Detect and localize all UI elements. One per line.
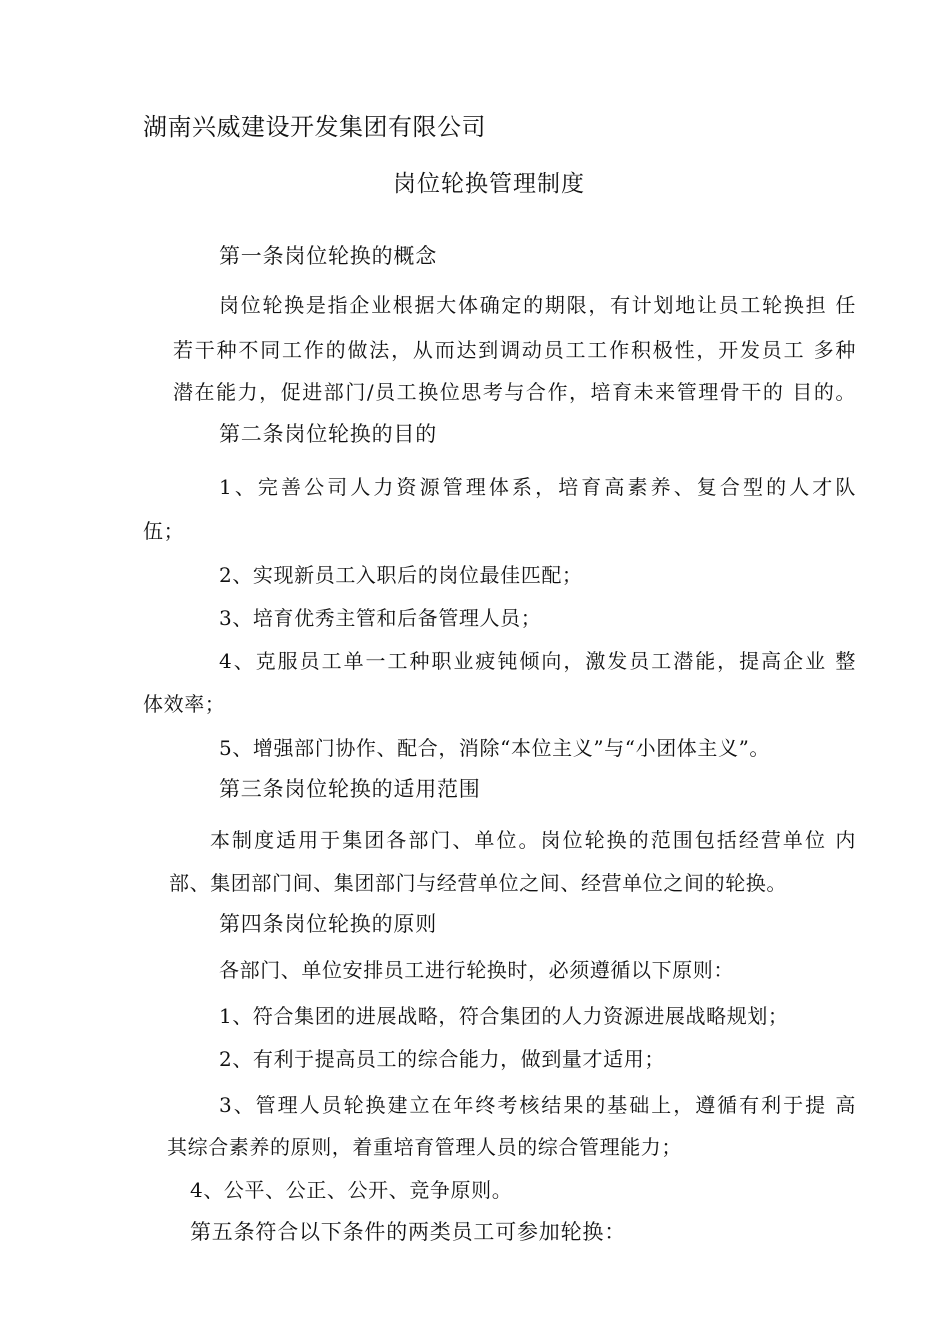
article-2-line-5: 4、克服员工单一工种职业疲钝倾向，激发员工潜能，提高企业 整 [219,649,856,673]
article-4-line-2: 1、符合集团的进展战略，符合集团的人力资源进展战略规划； [219,1004,789,1028]
article-2-line-6: 体效率； [143,692,226,716]
company-name: 湖南兴威建设开发集团有限公司 [143,113,486,141]
document-title: 岗位轮换管理制度 [393,171,585,197]
article-2-line-1: 1、完善公司人力资源管理体系，培育高素养、复合型的人才队 [219,475,856,499]
article-5-heading: 第五条符合以下条件的两类员工可参加轮换： [190,1220,626,1244]
article-1-line-3: 潜在能力，促进部门/员工换位思考与合作，培育未来管理骨干的 目的。 [173,380,856,404]
article-4-line-1: 各部门、单位安排员工进行轮换时，必须遵循以下原则： [219,958,734,982]
article-2-heading: 第二条岗位轮换的目的 [219,422,437,446]
article-3-line-2: 部、集团部门间、集团部门与经营单位之间、经营单位之间的轮换。 [169,871,787,895]
article-2-line-3: 2、实现新员工入职后的岗位最佳匹配； [219,563,583,587]
article-4-line-5: 其综合素养的原则，着重培育管理人员的综合管理能力； [167,1135,682,1159]
article-4-heading: 第四条岗位轮换的原则 [219,912,437,936]
article-1-heading: 第一条岗位轮换的概念 [219,244,437,268]
article-4-line-6: 4、公平、公正、公开、竞争原则。 [190,1178,513,1202]
article-2-line-2: 伍； [143,519,185,543]
article-3-line-1: 本制度适用于集团各部门、单位。岗位轮换的范围包括经营单位 内 [210,828,856,852]
article-4-line-4: 3、管理人员轮换建立在年终考核结果的基础上，遵循有利于提 高 [219,1093,856,1117]
article-4-line-3: 2、有利于提高员工的综合能力，做到量才适用； [219,1047,665,1071]
article-3-heading: 第三条岗位轮换的适用范围 [219,777,481,801]
article-1-line-2: 若干种不同工作的做法，从而达到调动员工工作积极性，开发员工 多种 [173,338,856,362]
article-2-line-4: 3、培育优秀主管和后备管理人员； [219,606,542,630]
article-2-line-7: 5、增强部门协作、配合，消除“本位主义”与“小团体主义”。 [219,736,771,760]
article-1-line-1: 岗位轮换是指企业根据大体确定的期限，有计划地让员工轮换担 任 [219,293,856,317]
